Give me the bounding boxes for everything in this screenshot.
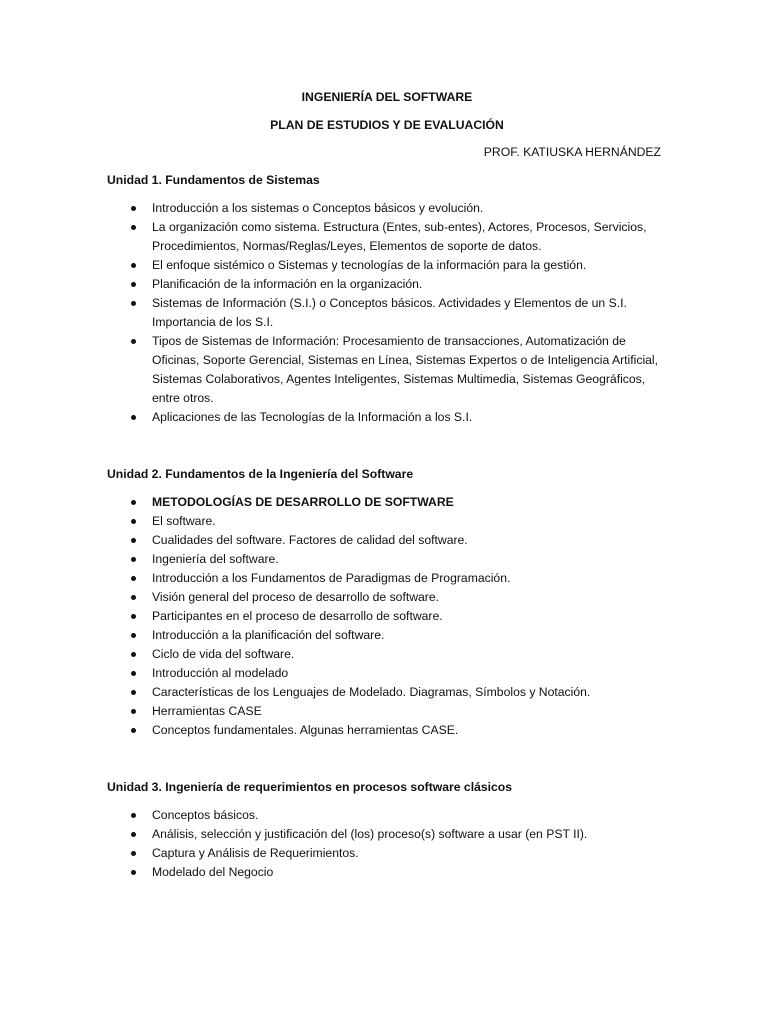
list-item: Introducción a los Fundamentos de Paradigmas de Programación. [107,569,667,588]
list-item: Tipos de Sistemas de Información: Procesamiento de transacciones, Automatización de Oficinas, Soporte Gerencial, Sistemas en Línea, Sistemas Expertos o de Inteligencia Artificial, Sistemas Colaborativos, Agentes Inteligentes, Sistemas Multimedia, Sistemas Geográficos, entre otros. [107,332,667,408]
document-body [107,88,667,920]
list-item: Ingeniería del software. [107,550,667,569]
unit-1-section [107,171,667,427]
list-item: Cualidades del software. Factores de calidad del software. [107,531,667,550]
list-item: Modelado del Negocio [107,863,667,882]
list-item: METODOLOGÍAS DE DESARROLLO DE SOFTWARE [107,493,667,512]
list-item: Visión general del proceso de desarrollo de software. [107,588,667,607]
unit-1-list [107,199,667,427]
list-item: Participantes en el proceso de desarrollo de software. [107,607,667,626]
list-item: La organización como sistema. Estructura (Entes, sub-entes), Actores, Procesos, Servicios, Procedimientos, Normas/Reglas/Leyes, Elementos de soporte de datos. [107,218,667,256]
list-item: Aplicaciones de las Tecnologías de la Información a los S.I. [107,408,667,427]
document-subtitle: PLAN DE ESTUDIOS Y DE EVALUACIÓN [270,118,504,132]
list-item: Análisis, selección y justificación del (los) proceso(s) software a usar (en PST II). [107,825,667,844]
unit-2-list [107,493,667,740]
list-item: Introducción a la planificación del software. [107,626,667,645]
list-item: Introducción al modelado [107,664,667,683]
unit-2-section [107,465,667,740]
list-item: Características de los Lenguajes de Modelado. Diagramas, Símbolos y Notación. [107,683,667,702]
list-item: Herramientas CASE [107,702,667,721]
list-item: Ciclo de vida del software. [107,645,667,664]
unit-3-heading: Unidad 3. Ingeniería de requerimientos en procesos software clásicos [107,780,513,794]
list-item: Introducción a los sistemas o Conceptos básicos y evolución. [107,199,667,218]
list-item: Sistemas de Información (S.I.) o Conceptos básicos. Actividades y Elementos de un S.I. Importancia de los S.I. [107,294,667,332]
list-item: Planificación de la información en la organización. [107,275,667,294]
unit-2-heading: Unidad 2. Fundamentos de la Ingeniería del Software [107,467,414,481]
document-title: INGENIERÍA DEL SOFTWARE [301,90,473,104]
list-item: Captura y Análisis de Requerimientos. [107,844,667,863]
unit-3-section [107,778,667,882]
list-item: El enfoque sistémico o Sistemas y tecnologías de la información para la gestión. [107,256,667,275]
unit-1-heading: Unidad 1. Fundamentos de Sistemas [107,173,320,187]
unit-3-list [107,806,667,882]
list-item: El software. [107,512,667,531]
list-item: Conceptos fundamentales. Algunas herramientas CASE. [107,721,667,740]
list-item: Conceptos básicos. [107,806,667,825]
document-author: PROF. KATIUSKA HERNÁNDEZ [483,145,661,159]
